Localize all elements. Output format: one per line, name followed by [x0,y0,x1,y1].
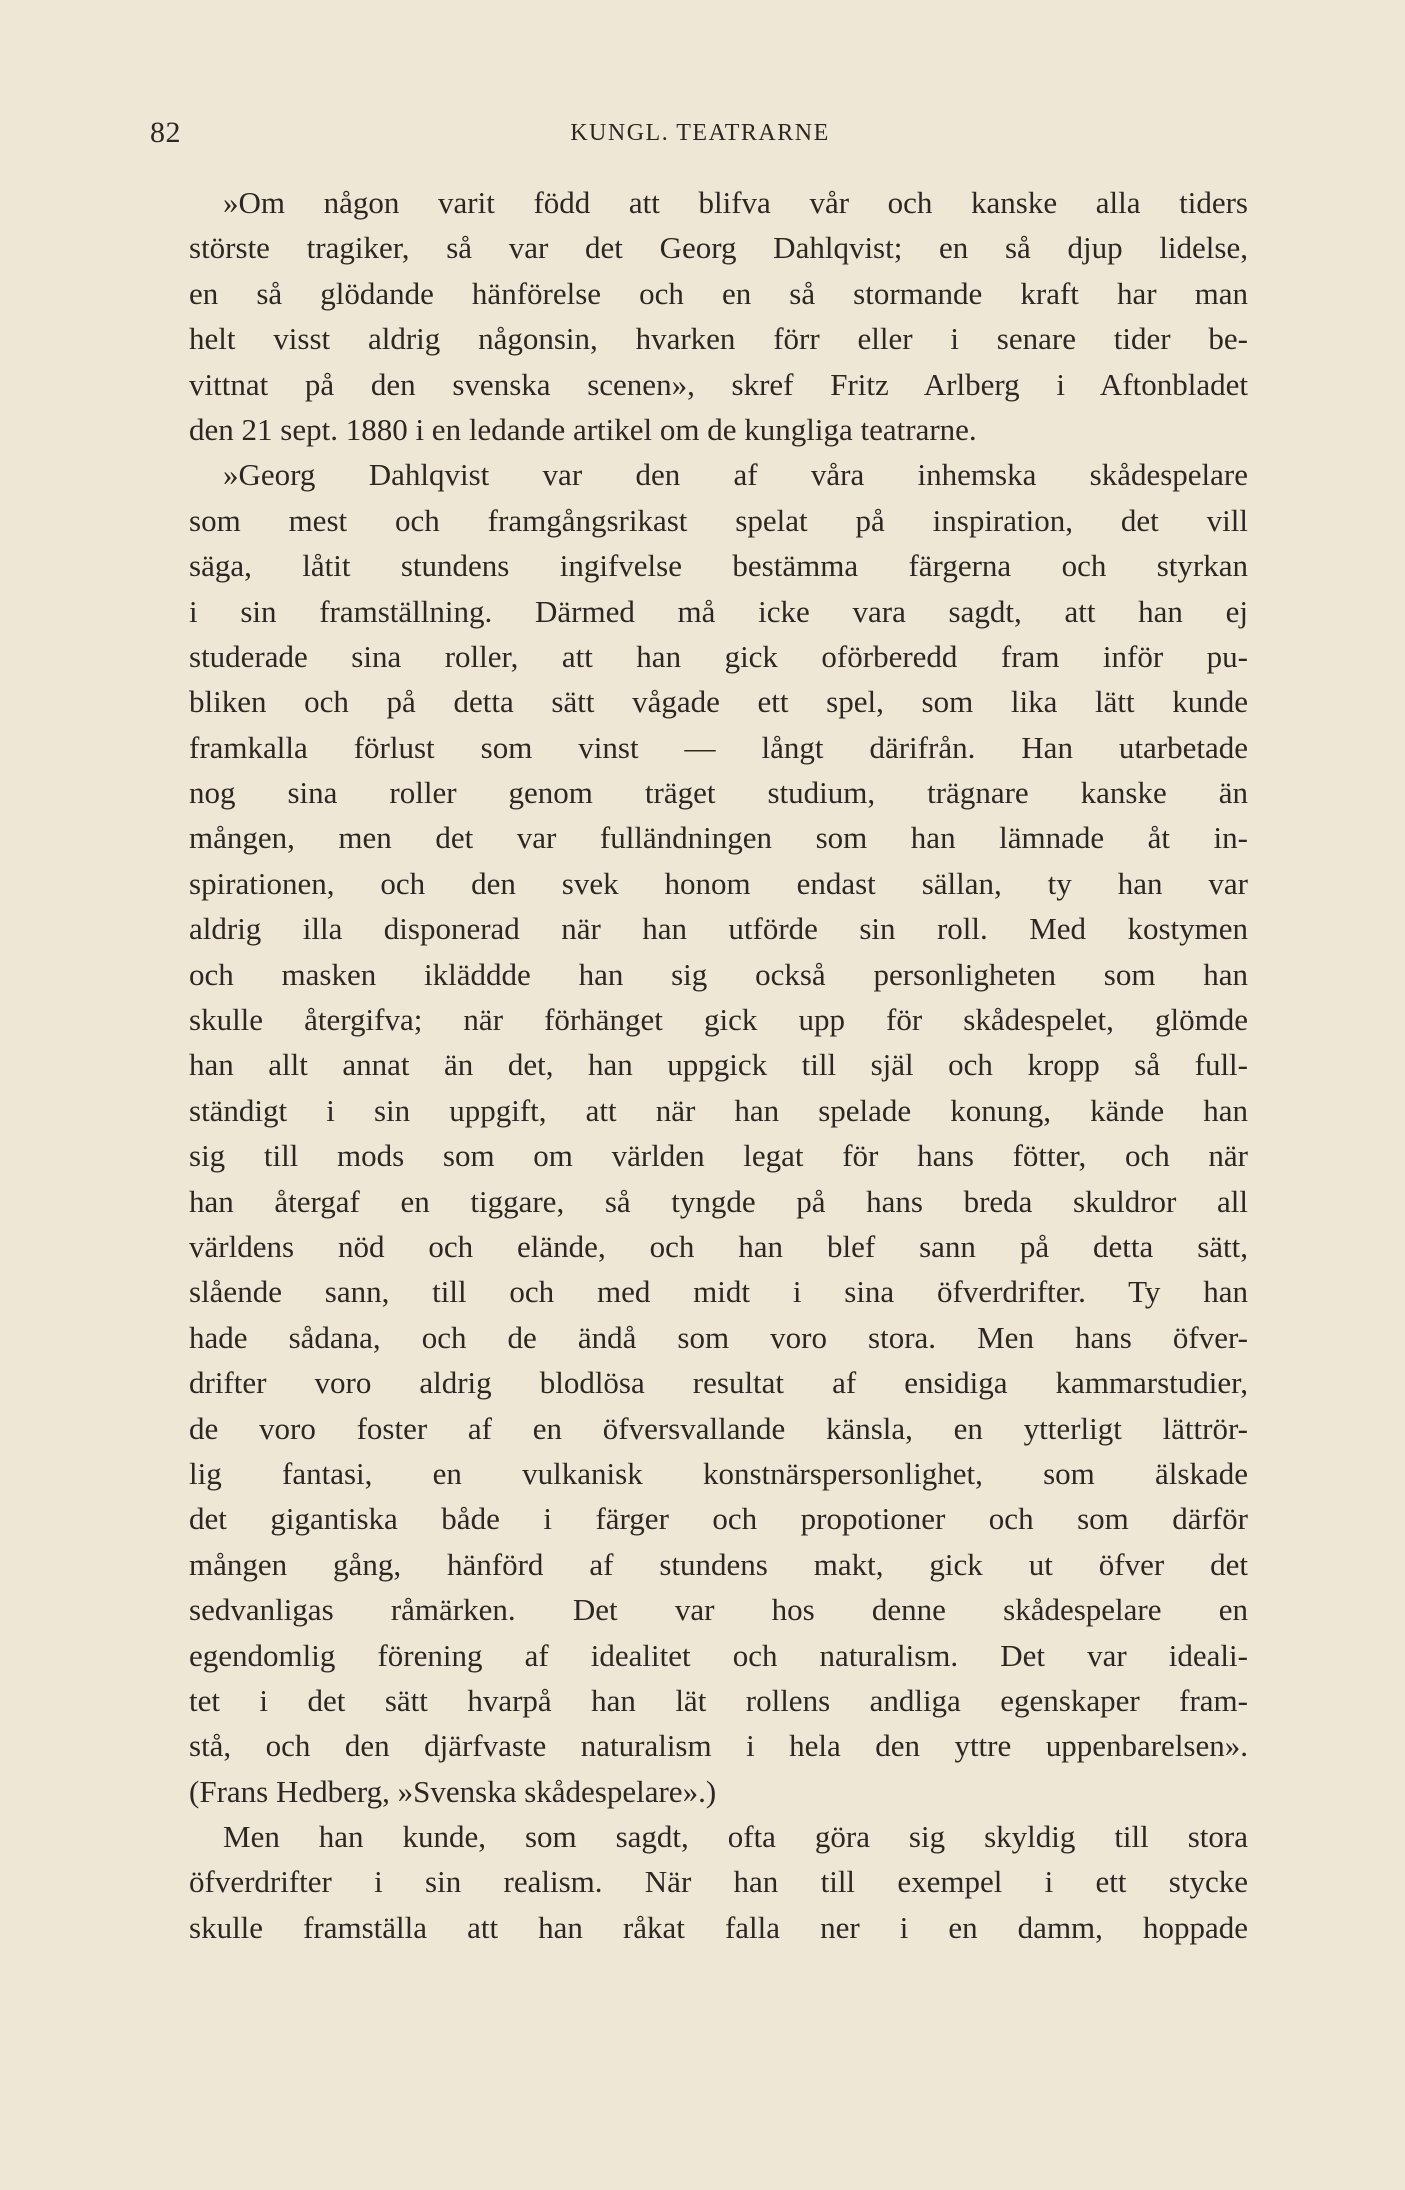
text-line: skulle återgifva; när förhänget gick upp för skådespelet, glömde [189,1002,1248,1038]
text-line: i sin framställning. Därmed må icke vara sagdt, att han ej [189,593,1248,629]
text-line: helt visst aldrig någonsin, hvarken förr eller i senare tider be- [189,321,1248,357]
text-line: sig till mods som om världen legat för hans fötter, och när [189,1138,1248,1174]
text-line: det gigantiska både i färger och propotioner och som därför [189,1501,1248,1537]
paragraph [189,1814,1248,1950]
text-line: lig fantasi, en vulkanisk konstnärspersonlighet, som älskade [189,1455,1248,1491]
text-line: sedvanligas råmärken. Det var hos denne skådespelare en [189,1592,1248,1628]
text-line: studerade sina roller, att han gick oförberedd fram inför pu- [189,638,1248,674]
text-line: »Georg Dahlqvist var den af våra inhemska skådespelare [223,457,1248,493]
page-number: 82 [150,116,181,149]
text-line: »Om någon varit född att blifva vår och kanske alla tiders [223,185,1248,220]
text-line: och masken ikläddde han sig också personligheten som han [189,956,1248,992]
paragraph [189,452,1248,1814]
text-line: drifter voro aldrig blodlösa resultat af ensidiga kammarstudier, [189,1365,1248,1401]
text-line: skulle framställa att han råkat falla ner i en damm, hoppade [189,1909,1248,1945]
text-line: de voro foster af en öfversvallande känsla, en ytterligt lättrör- [189,1410,1248,1446]
body-text [189,180,1248,1950]
text-line: egendomlig förening af idealitet och naturalism. Det var ideali- [189,1637,1248,1673]
text-line: nog sina roller genom träget studium, trägnare kanske än [189,775,1248,811]
text-line: säga, låtit stundens ingifvelse bestämma färgerna och styrkan [189,548,1248,584]
text-line: världens nöd och elände, och han blef sann på detta sätt, [189,1228,1248,1264]
text-line: (Frans Hedberg, »Svenska skådespelare».) [189,1773,717,1809]
text-line: slående sann, till och med midt i sina öfverdrifter. Ty han [189,1274,1248,1310]
text-line: stå, och den djärfvaste naturalism i hela den yttre uppenbarelsen». [189,1728,1248,1764]
text-line: tet i det sätt hvarpå han lät rollens andliga egenskaper fram- [189,1682,1248,1718]
text-line: störste tragiker, så var det Georg Dahlqvist; en så djup lidelse, [189,230,1248,266]
text-line: spirationen, och den svek honom endast sällan, ty han var [189,865,1248,901]
text-line: vittnat på den svenska scenen», skref Fritz Arlberg i Aftonbladet [189,366,1248,402]
text-line: öfverdrifter i sin realism. När han till exempel i ett stycke [189,1864,1248,1900]
text-line: han allt annat än det, han uppgick till själ och kropp så full- [189,1047,1248,1083]
text-line: mången gång, hänförd af stundens makt, gick ut öfver det [189,1546,1248,1582]
page-header [150,113,1250,153]
text-line: som mest och framgångsrikast spelat på inspiration, det vill [189,502,1248,538]
text-line: hade sådana, och de ändå som voro stora. Men hans öfver- [189,1319,1248,1355]
text-line: den 21 sept. 1880 i en ledande artikel om de kungliga teatrarne. [189,411,977,447]
paragraph [189,180,1248,452]
text-line: ständigt i sin uppgift, att när han spelade konung, kände han [189,1092,1248,1128]
running-head: KUNGL. TEATRARNE [570,120,830,146]
text-line: mången, men det var fulländningen som han lämnade åt in- [189,820,1248,856]
text-line: bliken och på detta sätt vågade ett spel, som lika lätt kunde [189,684,1248,720]
text-line: framkalla förlust som vinst — långt därifrån. Han utarbetade [189,729,1248,765]
text-line: aldrig illa disponerad när han utförde sin roll. Med kostymen [189,911,1248,947]
text-line: Men han kunde, som sagdt, ofta göra sig skyldig till stora [223,1819,1248,1855]
text-line: en så glödande hänförelse och en så stormande kraft har man [189,275,1248,311]
text-line: han återgaf en tiggare, så tyngde på hans breda skuldror all [189,1183,1248,1219]
